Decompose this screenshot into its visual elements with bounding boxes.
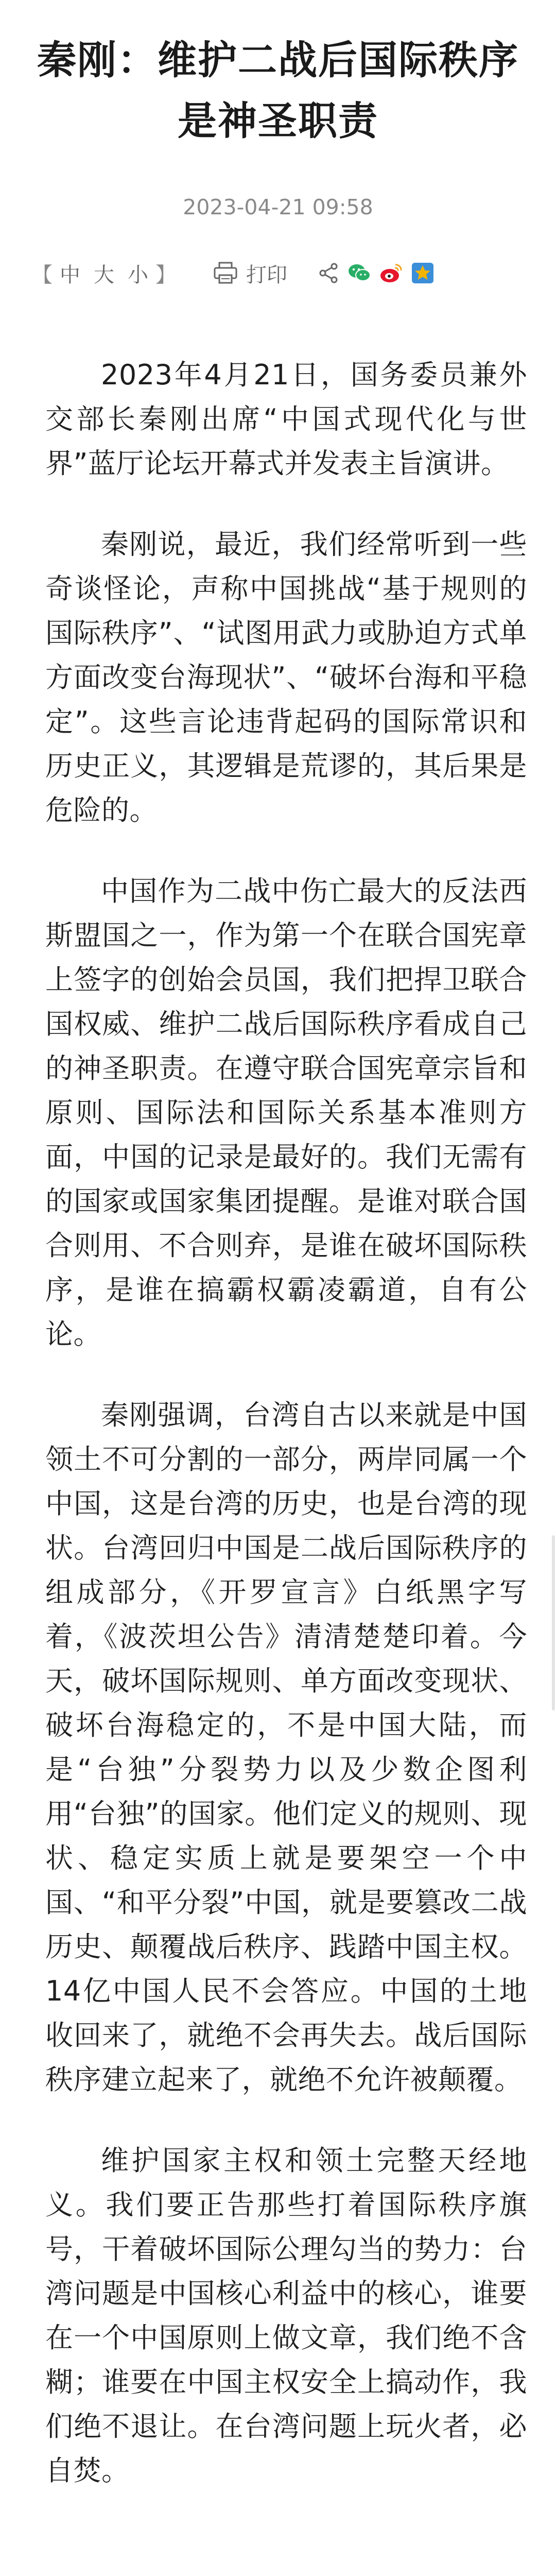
body-paragraph: 秦刚强调，台湾自古以来就是中国领土不可分割的一部分，两岸同属一个中国，这是台湾的历史，也是台湾的现状。台湾回归中国是二战后国际秩序的组成部分，《开罗宣言》白纸黑字写着，《波茨坦公告》清清楚楚印着。今天，破坏国际规则、单方面改变现状、破坏台海稳定的，不是中国大陆，而是“台独”分裂势力以及少数企图利用“台独”的国家。他们定义的规则、现状、稳定实质上就是要架空一个中国、“和平分裂”中国，就是要篡改二战历史、颠覆战后秩序、践踏中国主权。14亿中国人民不会答应。中国的土地收回来了，就绝不会再失去。战后国际秩序建立起来了，就绝不允许被颠覆。	[45, 1399, 527, 2096]
body-paragraph: 维护国家主权和领土完整天经地义。我们要正告那些打着国际秩序旗号，干着破坏国际公理勾当的势力：台湾问题是中国核心利益中的核心，谁要在一个中国原则上做文章，我们绝不含糊；谁要在中国主权安全上搞动作，我们绝不退让。在台湾问题上玩火者，必自焚。	[45, 2144, 527, 2487]
share-icon[interactable]	[318, 262, 340, 284]
body-paragraph: 秦刚说，最近，我们经常听到一些奇谈怪论，声称中国挑战“基于规则的国际秩序”、“试图用武力或胁迫方式单方面改变台海现状”、“破坏台海和平稳定”。这些言论违背起码的国际常识和历史正义，其逻辑是荒谬的，其后果是危险的。	[45, 528, 527, 826]
article-body	[45, 353, 527, 2530]
qzone-icon[interactable]	[411, 262, 435, 284]
bracket-open: 【	[32, 263, 54, 287]
font-size-small-button[interactable]: 小	[128, 263, 149, 287]
print-label: 打印	[246, 263, 287, 287]
wechat-icon[interactable]	[347, 262, 372, 284]
article-title: 秦刚：维护二战后国际秩序是神圣职责	[37, 37, 519, 144]
publish-date: 2023-04-21 09:58	[183, 195, 373, 219]
share-bar	[318, 262, 442, 284]
weibo-icon[interactable]	[379, 262, 404, 284]
font-size-medium-button[interactable]: 大	[94, 263, 115, 287]
printer-icon	[213, 262, 238, 284]
bracket-close: 】	[155, 263, 177, 287]
body-paragraph: 中国作为二战中伤亡最大的反法西斯盟国之一，作为第一个在联合国宪章上签字的创始会员国，我们把捍卫联合国权威、维护二战后国际秩序看成自己的神圣职责。在遵守联合国宪章宗旨和原则、国际法和国际关系基本准则方面，中国的记录是最好的。我们无需有的国家或国家集团提醒。是谁对联合国合则用、不合则弃，是谁在破坏国际秩序，是谁在搞霸权霸凌霸道，自有公论。	[45, 875, 527, 1350]
print-button[interactable]	[213, 259, 287, 288]
scrollbar[interactable]	[552, 1535, 555, 1710]
article-toolbar	[32, 252, 442, 294]
font-size-large-button[interactable]: 中	[60, 263, 81, 287]
font-size-switcher	[32, 259, 177, 288]
body-paragraph: 2023年4月21日，国务委员兼外交部长秦刚出席“中国式现代化与世界”蓝厅论坛开幕式并发表主旨演讲。	[45, 359, 527, 480]
